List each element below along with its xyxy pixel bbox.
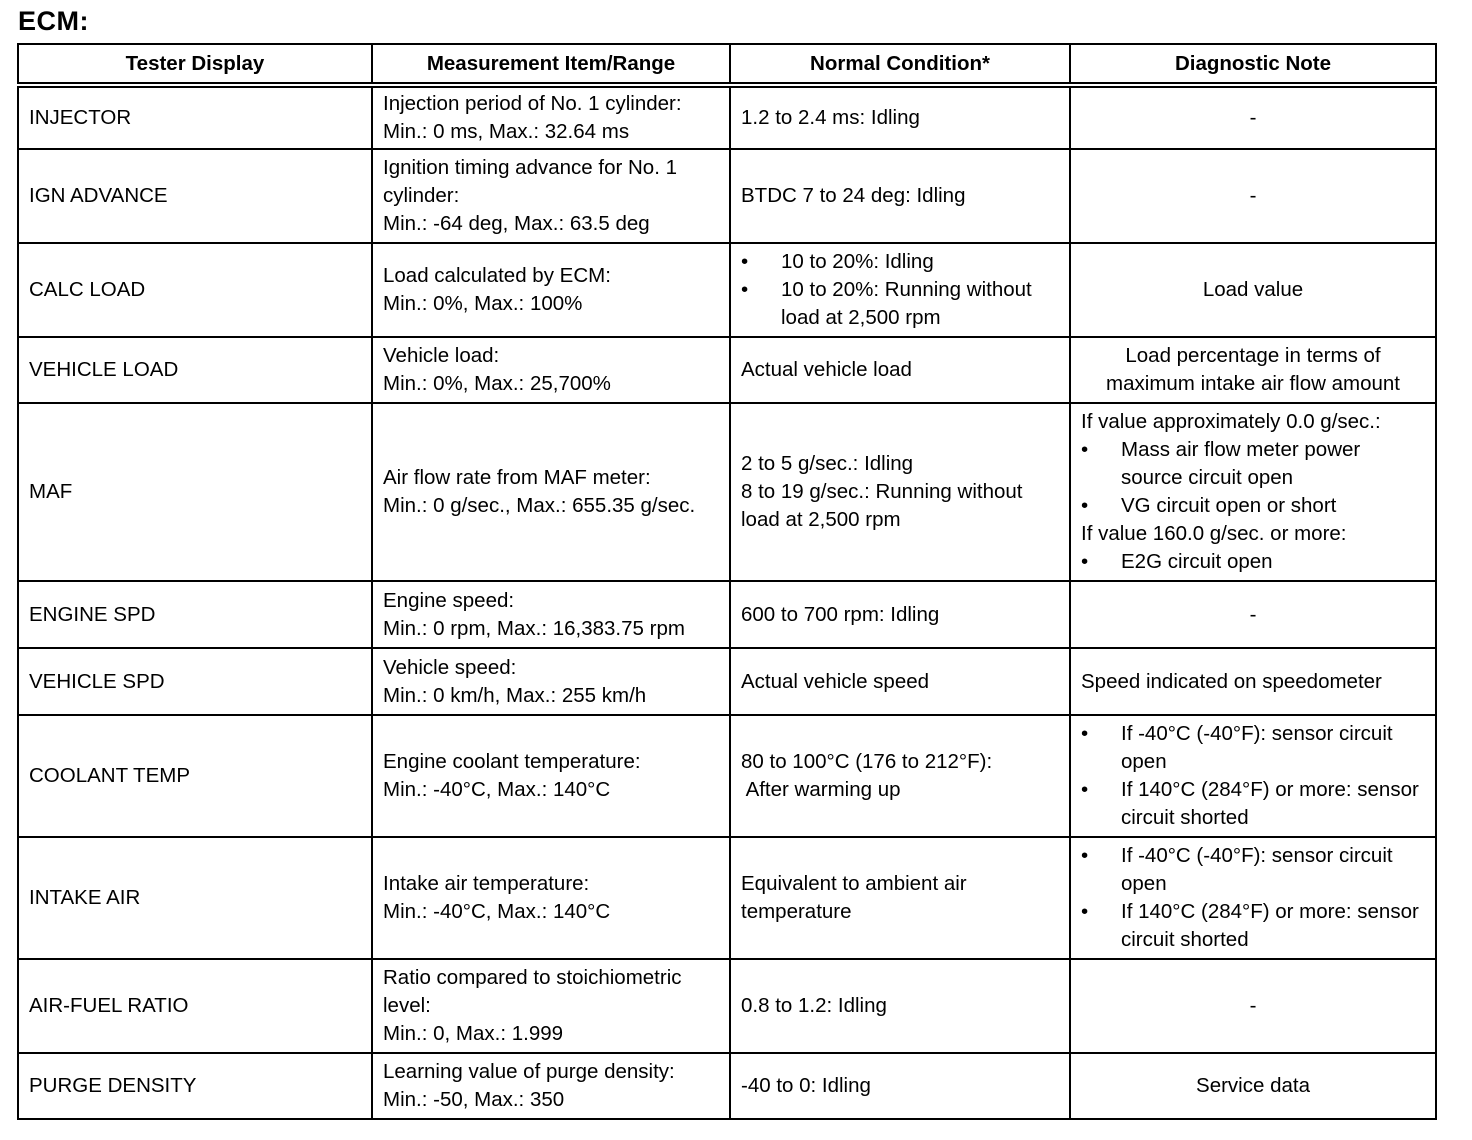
measurement-cell: Vehicle load: Min.: 0%, Max.: 25,700% [372, 337, 730, 403]
diagnostic-note-cell: - [1070, 581, 1436, 648]
bullet-item: • If 140°C (284°F) or more: sensor circuit shorted [1081, 900, 1419, 951]
header-measurement-item: Measurement Item/Range [372, 44, 730, 85]
page-title: ECM: [18, 6, 89, 36]
table-row [18, 959, 1436, 1053]
diagnostic-note-cell: Load percentage in terms of maximum intake air flow amount [1070, 337, 1436, 403]
tester-display-cell: INTAKE AIR [18, 837, 372, 959]
table-row [18, 581, 1436, 648]
normal-condition-cell: 0.8 to 1.2: Idling [730, 959, 1070, 1053]
bullet-item: • VG circuit open or short [1081, 494, 1337, 517]
normal-condition-cell: Actual vehicle load [730, 337, 1070, 403]
table-row [18, 837, 1436, 959]
normal-condition-cell: 80 to 100°C (176 to 212°F): After warming up [730, 715, 1070, 837]
tester-display-cell: MAF [18, 403, 372, 581]
bullet-item: • If -40°C (-40°F): sensor circuit open [1081, 844, 1393, 895]
tester-display-cell: COOLANT TEMP [18, 715, 372, 837]
bullet-item: • Mass air flow meter power source circuit open [1081, 438, 1361, 489]
table-header-row [18, 44, 1436, 85]
tester-display-cell: IGN ADVANCE [18, 149, 372, 243]
normal-condition-cell: Equivalent to ambient air temperature [730, 837, 1070, 959]
table-row [18, 403, 1436, 581]
measurement-cell: Learning value of purge density: Min.: -50, Max.: 350 [372, 1053, 730, 1119]
header-tester-display: Tester Display [18, 44, 372, 85]
header-diagnostic-note: Diagnostic Note [1070, 44, 1436, 85]
diagnostic-note-cell: - [1070, 149, 1436, 243]
normal-condition-cell: Actual vehicle speed [730, 648, 1070, 715]
bullet-item: • If 140°C (284°F) or more: sensor circuit shorted [1081, 778, 1419, 829]
measurement-cell: Ratio compared to stoichiometric level: Min.: 0, Max.: 1.999 [372, 959, 730, 1053]
measurement-cell: Engine speed: Min.: 0 rpm, Max.: 16,383.75 rpm [372, 581, 730, 648]
normal-condition-cell: 2 to 5 g/sec.: Idling 8 to 19 g/sec.: Running without load at 2,500 rpm [730, 403, 1070, 581]
diagnostic-note-cell: - [1070, 85, 1436, 149]
diagnostic-note-cell [1070, 837, 1436, 959]
measurement-cell: Vehicle speed: Min.: 0 km/h, Max.: 255 km/h [372, 648, 730, 715]
tester-display-cell: VEHICLE LOAD [18, 337, 372, 403]
normal-condition-cell [730, 243, 1070, 337]
normal-condition-cell: 1.2 to 2.4 ms: Idling [730, 85, 1070, 149]
diagnostic-note-cell: Service data [1070, 1053, 1436, 1119]
bullet-item: • 10 to 20%: Idling [741, 250, 934, 273]
measurement-cell: Engine coolant temperature: Min.: -40°C, Max.: 140°C [372, 715, 730, 837]
bullet-item: • 10 to 20%: Running without load at 2,500 rpm [741, 278, 1032, 329]
tester-display-cell: CALC LOAD [18, 243, 372, 337]
diagnostic-note-cell: Speed indicated on speedometer [1070, 648, 1436, 715]
header-normal-condition: Normal Condition* [730, 44, 1070, 85]
diagnostic-note-cell: Load value [1070, 243, 1436, 337]
table-row [18, 1053, 1436, 1119]
measurement-cell: Injection period of No. 1 cylinder: Min.: 0 ms, Max.: 32.64 ms [372, 85, 730, 149]
bullet-item: • If -40°C (-40°F): sensor circuit open [1081, 722, 1393, 773]
table-row [18, 648, 1436, 715]
table-row [18, 149, 1436, 243]
table-row [18, 715, 1436, 837]
table-row [18, 243, 1436, 337]
table-row [18, 337, 1436, 403]
tester-display-cell: VEHICLE SPD [18, 648, 372, 715]
tester-display-cell: PURGE DENSITY [18, 1053, 372, 1119]
measurement-cell: Ignition timing advance for No. 1 cylinder: Min.: -64 deg, Max.: 63.5 deg [372, 149, 730, 243]
measurement-cell: Load calculated by ECM: Min.: 0%, Max.: 100% [372, 243, 730, 337]
tester-display-cell: AIR-FUEL RATIO [18, 959, 372, 1053]
diagnostic-note-cell: If value approximately 0.0 g/sec.: • Mass air flow meter power source circuit open • VG circuit open or short If value 160.0 g/sec. or more: • E2G circuit open [1070, 403, 1436, 581]
measurement-cell: Air flow rate from MAF meter: Min.: 0 g/sec., Max.: 655.35 g/sec. [372, 403, 730, 581]
ecm-data-table [17, 43, 1437, 1120]
diagnostic-note-cell: - [1070, 959, 1436, 1053]
normal-condition-cell: 600 to 700 rpm: Idling [730, 581, 1070, 648]
table-row [18, 85, 1436, 149]
bullet-item: • E2G circuit open [1081, 550, 1273, 573]
tester-display-cell: ENGINE SPD [18, 581, 372, 648]
measurement-cell: Intake air temperature: Min.: -40°C, Max.: 140°C [372, 837, 730, 959]
tester-display-cell: INJECTOR [18, 85, 372, 149]
normal-condition-cell: BTDC 7 to 24 deg: Idling [730, 149, 1070, 243]
normal-condition-cell: -40 to 0: Idling [730, 1053, 1070, 1119]
diagnostic-note-cell [1070, 715, 1436, 837]
